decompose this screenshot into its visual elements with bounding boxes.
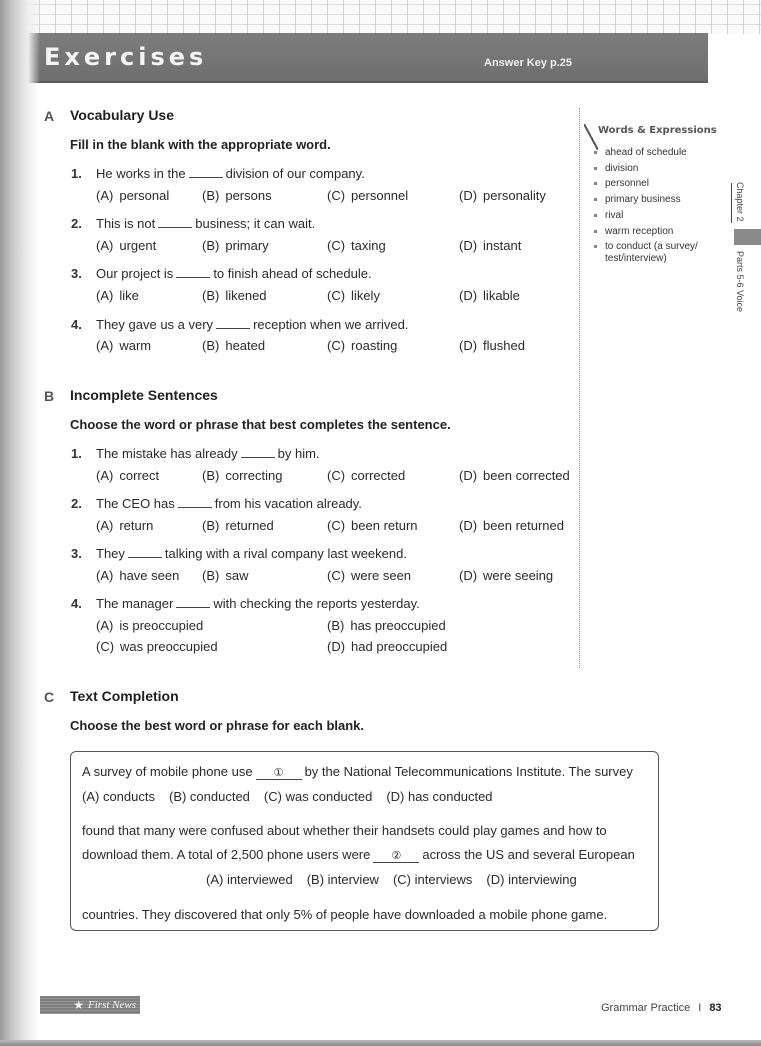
passage-line-2: found that many were confused about whether their handsets could play games and how to (82, 823, 607, 838)
answer-blank[interactable] (128, 547, 162, 558)
list-item: personnel (594, 176, 715, 192)
option-d[interactable]: (D) has conducted (386, 789, 493, 804)
option-a[interactable]: (A) like (96, 288, 139, 303)
option-a[interactable]: (A) warm (96, 338, 152, 353)
question-text: The manager with checking the reports yesterday. (96, 596, 420, 611)
option-a[interactable]: (A) return (96, 518, 154, 533)
question-number: 2. (71, 216, 82, 231)
question-text: The mistake has already by him. (96, 446, 320, 461)
page-footer (601, 1002, 722, 1014)
bullet-icon (594, 230, 597, 233)
question-number: 2. (71, 496, 82, 511)
bullet-icon (594, 167, 597, 170)
option-c[interactable]: (C) corrected (327, 468, 406, 483)
list-item: warm reception (594, 224, 715, 240)
question-number: 1. (71, 446, 82, 461)
answer-blank[interactable] (176, 267, 210, 278)
option-c[interactable]: (C) been return (327, 518, 418, 533)
page-edge (0, 1040, 761, 1046)
page-title: Exercises (44, 43, 208, 71)
question-text: They talking with a rival company last weekend. (96, 546, 407, 561)
option-c[interactable]: (C) roasting (327, 338, 398, 353)
page-number: 83 (709, 1002, 722, 1014)
option-c[interactable]: (C) was conducted (263, 789, 373, 804)
chapter-tab[interactable]: Chapter 2 (735, 182, 745, 222)
list-item: ahead of schedule (594, 145, 715, 161)
option-c[interactable]: (C) likely (327, 288, 380, 303)
section-c-letter: C (44, 689, 55, 705)
option-c[interactable]: (C) were seen (327, 568, 412, 583)
bullet-icon (594, 182, 597, 185)
passage-line-3: download them. A total of 2,500 phone users were ② across the US and several European (82, 847, 635, 862)
option-c[interactable]: (C) personnel (327, 188, 409, 203)
option-c[interactable]: (C) was preoccupied (96, 639, 218, 654)
option-b[interactable]: (B) persons (202, 188, 272, 203)
question-after: division of our company. (225, 166, 365, 181)
spine-shadow (0, 0, 40, 1046)
blank-2-options (206, 872, 591, 887)
question-text: Our project is to finish ahead of schedule. (96, 266, 372, 281)
question-before: He works in the (96, 166, 186, 181)
option-c[interactable]: (C) taxing (327, 238, 386, 253)
option-a[interactable]: (A) have seen (96, 568, 180, 583)
question-text: This is not business; it can wait. (96, 216, 316, 231)
question-number: 3. (71, 546, 82, 561)
tab-marker (734, 229, 761, 245)
bullet-icon (594, 214, 597, 217)
section-a-instruction: Fill in the blank with the appropriate word. (70, 137, 331, 152)
answer-blank-1[interactable]: ① (256, 766, 302, 780)
option-d[interactable]: (D) had preoccupied (327, 639, 448, 654)
question-text: They gave us a very reception when we arrived. (96, 317, 409, 332)
answer-blank[interactable] (216, 318, 250, 329)
option-b[interactable]: (B) returned (202, 518, 274, 533)
option-d[interactable]: (D) likable (459, 288, 520, 303)
option-a[interactable]: (A) correct (96, 468, 160, 483)
option-d[interactable]: (D) flushed (459, 338, 525, 353)
option-a[interactable]: (A) is preoccupied (96, 618, 204, 633)
answer-blank[interactable] (178, 497, 212, 508)
passage-line-1: A survey of mobile phone use ① by the National Telecommunications Institute. The survey (82, 764, 633, 779)
answer-blank-2[interactable]: ② (373, 849, 419, 863)
option-a[interactable]: (A) conducts (82, 789, 155, 804)
option-d[interactable]: (D) were seeing (459, 568, 554, 583)
question-number: 4. (71, 317, 82, 332)
answer-blank[interactable] (158, 217, 192, 228)
option-b[interactable]: (B) correcting (202, 468, 283, 483)
option-c[interactable]: (C) interviews (392, 872, 473, 887)
answer-blank[interactable] (189, 167, 223, 178)
topic-tab[interactable]: Parts 5-6 Voice (735, 251, 745, 313)
grid-pattern (0, 0, 761, 34)
option-d[interactable]: (D) been corrected (459, 468, 570, 483)
bullet-icon (594, 198, 597, 201)
option-b[interactable]: (B) heated (202, 338, 266, 353)
list-item: division (594, 161, 715, 177)
star-icon: ★ (73, 997, 85, 1012)
section-a-letter: A (44, 108, 55, 124)
passage-line-4: countries. They discovered that only 5% of people have downloaded a mobile phone game. (82, 907, 608, 922)
question-number: 1. (71, 166, 82, 181)
blank-1-options (82, 789, 507, 804)
list-item: rival (594, 208, 715, 224)
list-item: to conduct (a survey/ test/interview) (594, 239, 715, 265)
option-d[interactable]: (D) been returned (459, 518, 564, 533)
option-b[interactable]: (B) has preoccupied (327, 618, 446, 633)
section-c-instruction: Choose the best word or phrase for each blank. (70, 718, 365, 733)
option-b[interactable]: (B) interview (306, 872, 379, 887)
book-title: Grammar Practice (601, 1002, 691, 1014)
option-d[interactable]: (D) personality (459, 188, 546, 203)
question-number: 3. (71, 266, 82, 281)
tab-rule (731, 183, 732, 223)
bullet-icon (594, 245, 597, 248)
section-b-instruction: Choose the word or phrase that best completes the sentence. (70, 417, 451, 432)
question-text (96, 166, 365, 181)
answer-blank[interactable] (176, 597, 210, 608)
option-a[interactable]: (A) interviewed (206, 872, 293, 887)
option-a[interactable]: (A) urgent (96, 238, 157, 253)
option-b[interactable]: (B) primary (202, 238, 269, 253)
answer-key-ref: Answer Key p.25 (484, 57, 573, 69)
list-item: primary business (594, 192, 715, 208)
option-d[interactable]: (D) interviewing (486, 872, 577, 887)
option-b[interactable]: (B) saw (202, 568, 249, 583)
question-number: 4. (71, 596, 82, 611)
publisher-logo: ★ First News (40, 996, 140, 1014)
section-b-letter: B (44, 388, 55, 404)
section-c-title: Text Completion (70, 688, 179, 704)
words-expressions-title: Words & Expressions (598, 125, 717, 136)
question-text: The CEO has from his vacation already. (96, 496, 362, 511)
footer-separator: I (698, 1002, 702, 1014)
option-d[interactable]: (D) instant (459, 238, 522, 253)
section-b-title: Incomplete Sentences (70, 387, 218, 403)
option-a[interactable]: (A) personal (96, 188, 170, 203)
option-b[interactable]: (B) conducted (168, 789, 250, 804)
answer-blank[interactable] (241, 447, 275, 458)
words-expressions-list (594, 145, 715, 265)
option-b[interactable]: (B) likened (202, 288, 267, 303)
column-divider (579, 108, 580, 668)
bullet-icon (594, 151, 597, 154)
section-a-title: Vocabulary Use (70, 107, 175, 123)
